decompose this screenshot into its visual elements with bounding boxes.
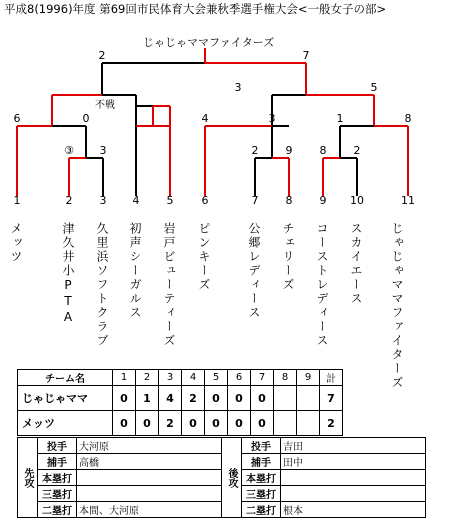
run-cell: 1 bbox=[136, 386, 159, 411]
run-cell: 0 bbox=[205, 386, 228, 411]
score-final-left: 2 bbox=[98, 49, 106, 62]
row-team: じゃじゃママ bbox=[18, 386, 113, 411]
inning-header: 8 bbox=[274, 370, 297, 386]
inning-header: 9 bbox=[297, 370, 320, 386]
run-cell: 0 bbox=[228, 411, 251, 436]
player-cell bbox=[281, 486, 426, 502]
team-number: 6 bbox=[201, 194, 209, 207]
role-label: 三塁打 bbox=[38, 486, 77, 502]
role-label: 二塁打 bbox=[38, 502, 77, 518]
team-number: 11 bbox=[401, 194, 415, 207]
team-name: チェリーズ bbox=[281, 222, 295, 292]
role-label: 投手 bbox=[242, 438, 281, 454]
team-number: 10 bbox=[350, 194, 364, 207]
role-label: 二塁打 bbox=[242, 502, 281, 518]
run-cell: 0 bbox=[113, 411, 136, 436]
score-final-right: 7 bbox=[302, 49, 310, 62]
score-q9-11-right: 8 bbox=[404, 112, 412, 125]
team-number: 5 bbox=[166, 194, 174, 207]
player-cell: 本間、大河原 bbox=[77, 502, 222, 518]
player-cell: 根本 bbox=[281, 502, 426, 518]
team-name: メッツ bbox=[9, 222, 23, 264]
run-cell: 0 bbox=[113, 386, 136, 411]
inning-header: 5 bbox=[205, 370, 228, 386]
team-number: 7 bbox=[251, 194, 259, 207]
run-cell bbox=[297, 411, 320, 436]
run-cell: 0 bbox=[205, 411, 228, 436]
role-label: 捕手 bbox=[38, 454, 77, 470]
inning-header: 6 bbox=[228, 370, 251, 386]
score-sf-right-left: 3 bbox=[234, 81, 242, 94]
run-cell bbox=[274, 386, 297, 411]
team-name: 岩戸ビューティーズ bbox=[162, 222, 176, 348]
run-cell: 4 bbox=[159, 386, 182, 411]
team-number: 4 bbox=[132, 194, 140, 207]
score-q7-8-right: 9 bbox=[285, 144, 293, 157]
player-cell: 高橋 bbox=[77, 454, 222, 470]
team-number: 3 bbox=[99, 194, 107, 207]
role-label: 捕手 bbox=[242, 454, 281, 470]
lineup-table bbox=[17, 437, 426, 518]
team-name: 久里浜ソフトクラブ bbox=[95, 222, 109, 348]
role-label: 本塁打 bbox=[242, 470, 281, 486]
score-q9-11-left: 1 bbox=[336, 112, 344, 125]
score-sf-right-right: 5 bbox=[370, 81, 378, 94]
score-q7-8-left: 2 bbox=[251, 144, 259, 157]
row-team: メッツ bbox=[18, 411, 113, 436]
score-sf-left-left: 6 bbox=[13, 112, 21, 125]
team-name: コーストレディース bbox=[315, 222, 329, 348]
player-cell: 大河原 bbox=[77, 438, 222, 454]
champion-label: じゃじゃママファイターズ bbox=[143, 36, 275, 49]
inning-header: 3 bbox=[159, 370, 182, 386]
run-cell: 0 bbox=[182, 411, 205, 436]
player-cell bbox=[77, 470, 222, 486]
score-q6-8-right: 3 bbox=[268, 112, 276, 125]
run-cell: 2 bbox=[159, 411, 182, 436]
inning-header: 1 bbox=[113, 370, 136, 386]
inning-header: 7 bbox=[251, 370, 274, 386]
team-name: 公郷レディース bbox=[247, 222, 261, 320]
run-cell bbox=[297, 386, 320, 411]
team-name: じゃじゃママファイターズ bbox=[390, 222, 404, 390]
seed-mark: ③ bbox=[64, 144, 74, 157]
role-label: 投手 bbox=[38, 438, 77, 454]
player-cell bbox=[281, 470, 426, 486]
team-number: 9 bbox=[319, 194, 327, 207]
team-name: 初声シーガルス bbox=[128, 222, 142, 320]
run-cell bbox=[274, 411, 297, 436]
score-q9-10-right: 2 bbox=[353, 144, 361, 157]
page-title: 平成8(1996)年度 第69回市民体育大会兼秋季選手権大会<一般女子の部> bbox=[4, 2, 387, 16]
score-row bbox=[18, 411, 343, 436]
role-label: 本塁打 bbox=[38, 470, 77, 486]
team-number: 8 bbox=[285, 194, 293, 207]
first-batting-label: 先攻 bbox=[18, 438, 38, 518]
team-name: スカイエース bbox=[349, 222, 363, 306]
inning-header: 2 bbox=[136, 370, 159, 386]
player-cell: 田中 bbox=[281, 454, 426, 470]
team-number: 2 bbox=[65, 194, 73, 207]
score-q2-3-left: 3 bbox=[99, 144, 107, 157]
score-q9-10-left: 8 bbox=[319, 144, 327, 157]
score-q6-8-top: 4 bbox=[201, 112, 209, 125]
team-name: ピンキーズ bbox=[197, 222, 211, 292]
run-cell: 0 bbox=[228, 386, 251, 411]
run-cell: 0 bbox=[251, 411, 274, 436]
scoreboard-table bbox=[17, 369, 343, 436]
second-batting-label: 後攻 bbox=[222, 438, 242, 518]
score-sf-left-right: 0 bbox=[82, 112, 90, 125]
header-team: チーム名 bbox=[18, 370, 113, 386]
bye-label: 不戦 bbox=[95, 100, 115, 111]
total-header: 計 bbox=[320, 370, 343, 386]
total-cell: 7 bbox=[320, 386, 343, 411]
total-cell: 2 bbox=[320, 411, 343, 436]
team-name: 津久井小PTA bbox=[61, 222, 75, 326]
team-number: 1 bbox=[13, 194, 21, 207]
run-cell: 2 bbox=[182, 386, 205, 411]
run-cell: 0 bbox=[136, 411, 159, 436]
inning-header: 4 bbox=[182, 370, 205, 386]
team-name-wrap bbox=[390, 222, 426, 390]
player-cell bbox=[77, 486, 222, 502]
score-row bbox=[18, 386, 343, 411]
role-label: 三塁打 bbox=[242, 486, 281, 502]
player-cell: 吉田 bbox=[281, 438, 426, 454]
run-cell: 0 bbox=[251, 386, 274, 411]
